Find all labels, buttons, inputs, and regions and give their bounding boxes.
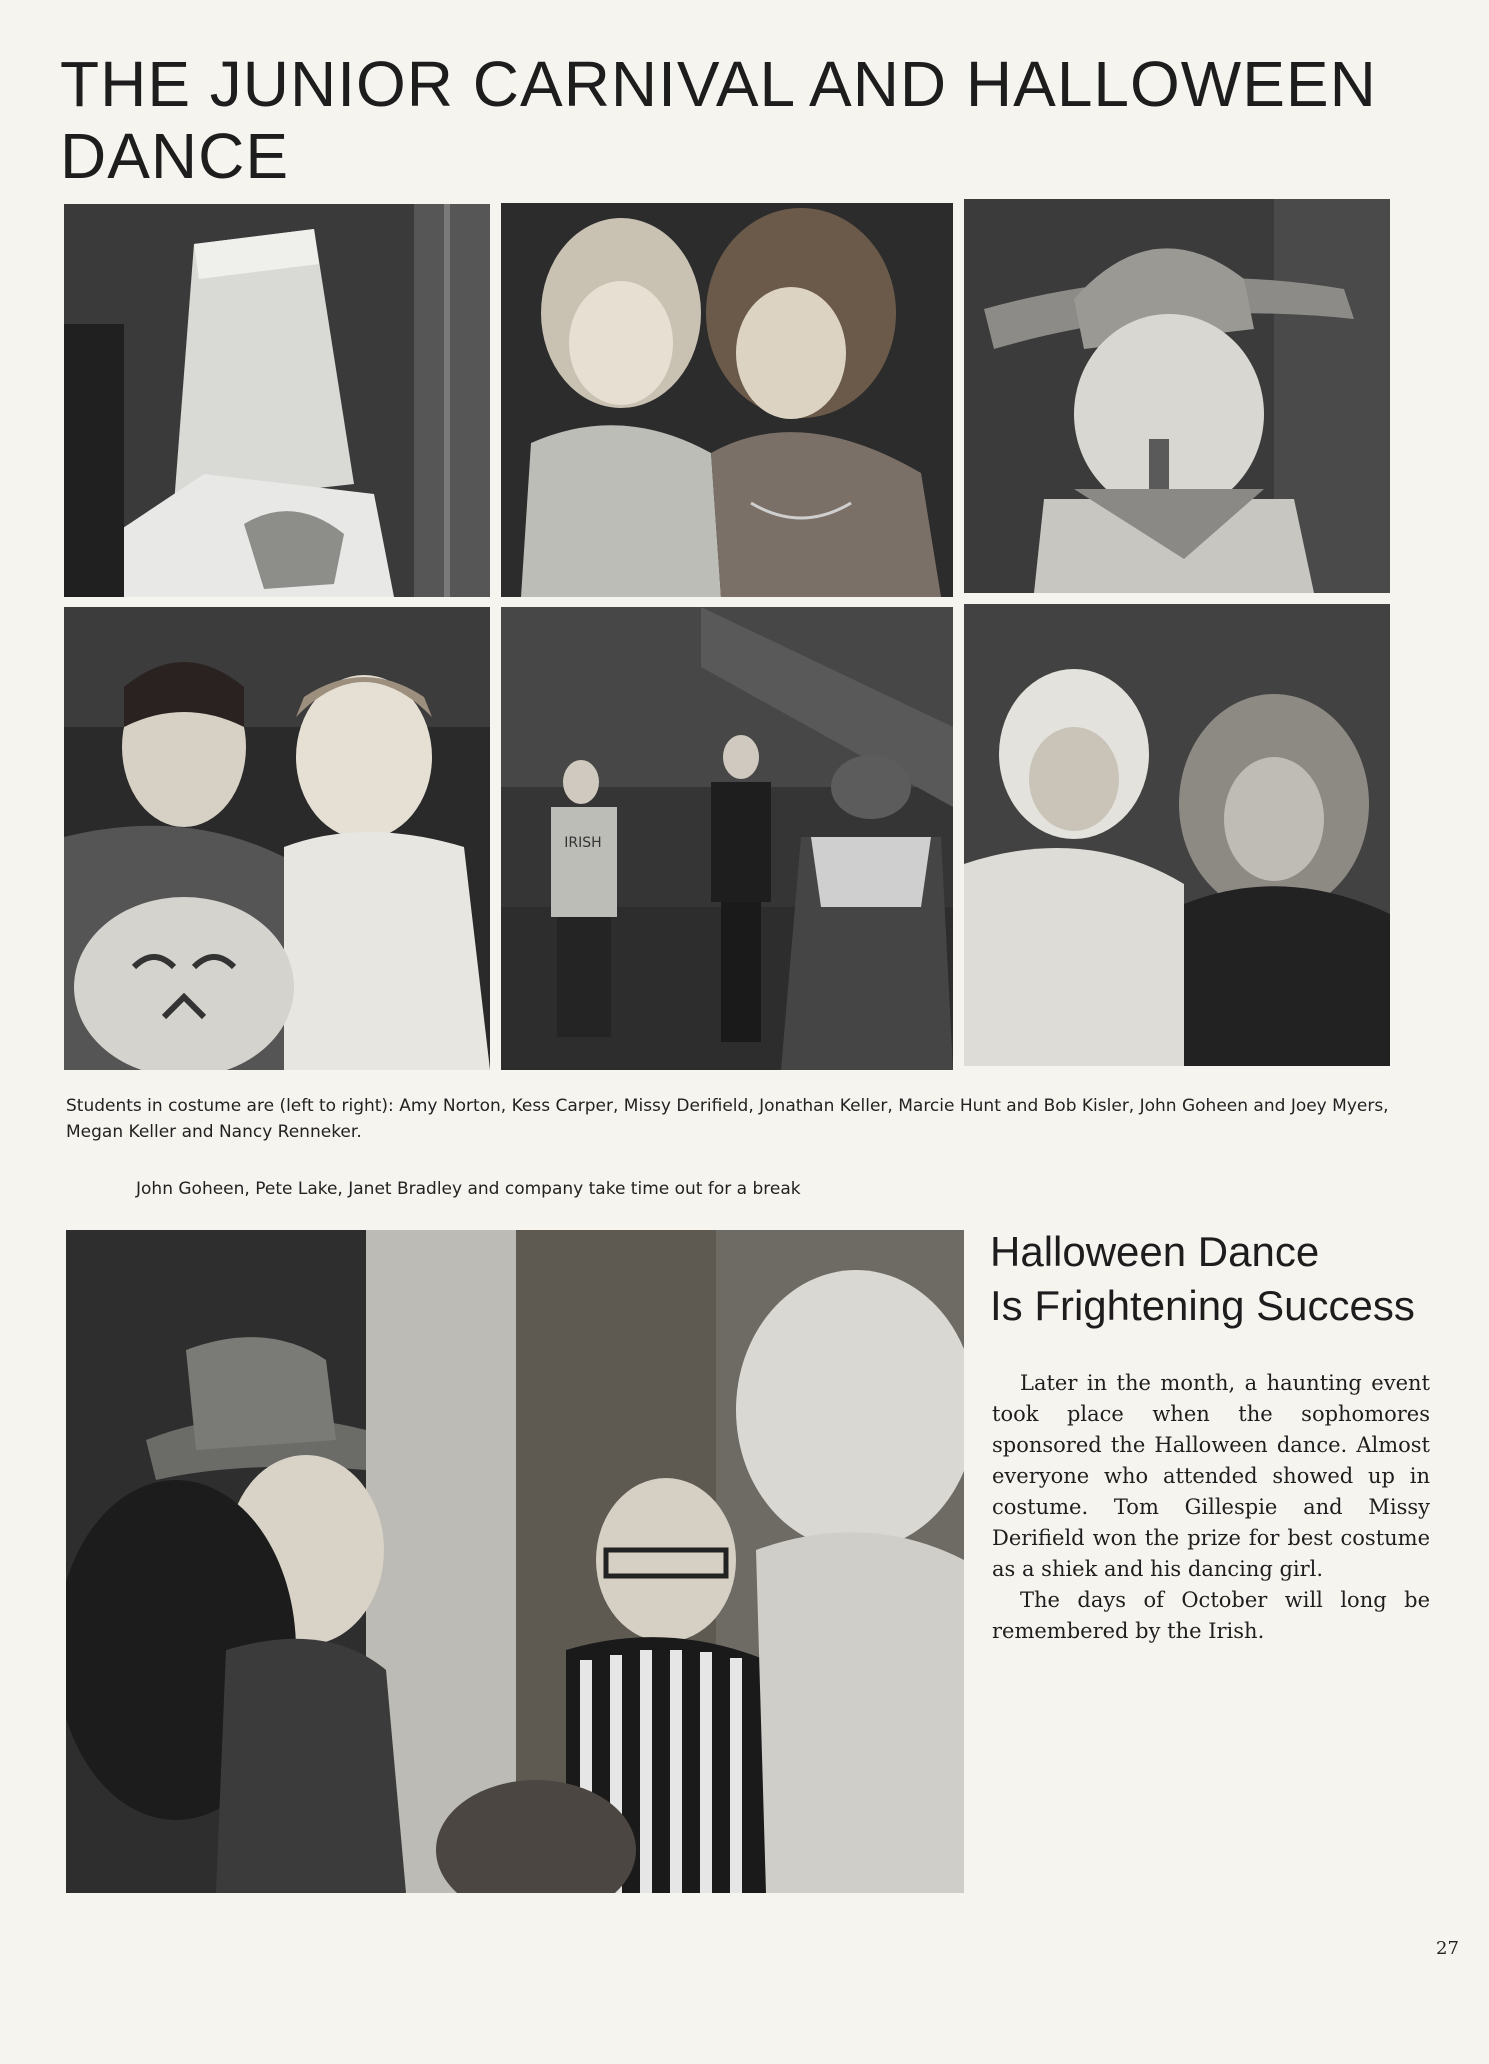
page-number: 27 bbox=[1436, 1938, 1459, 1959]
headline-line-2: Is Frightening Success bbox=[990, 1282, 1415, 1329]
photo-gym-dancers bbox=[501, 607, 953, 1070]
article-paragraph-2: The days of October will long be remembered by the Irish. bbox=[992, 1588, 1430, 1643]
article-headline bbox=[990, 1225, 1450, 1333]
jersey-text: IRISH bbox=[564, 835, 602, 851]
caption-costume-students: Students in costume are (left to right): Amy Norton, Kess Carper, Missy Derifield, Jonathan Keller, Marcie Hunt and Bob Kisler, John Goheen and Joey Myers, Megan Keller and Nancy Renneker. bbox=[66, 1096, 1389, 1142]
caption-break-photo: John Goheen, Pete Lake, Janet Bradley and company take time out for a break bbox=[136, 1179, 801, 1199]
headline-line-1: Halloween Dance bbox=[990, 1228, 1320, 1275]
page-title: THE JUNIOR CARNIVAL AND HALLOWEEN DANCE bbox=[60, 48, 1377, 192]
photo-pumpkin-couple bbox=[64, 607, 490, 1070]
article-paragraph-1: Later in the month, a haunting event took place when the sophomores sponsored the Halloween dance. Almost everyone who attended showed up in costume. Tom Gillespie and Missy Derifield won the prize for best costume as a shiek and his dancing girl. bbox=[992, 1371, 1430, 1581]
photo-cowboy-mask bbox=[964, 199, 1390, 593]
photo-monster-pair bbox=[964, 604, 1390, 1066]
photo-costume-box bbox=[64, 204, 490, 597]
article-body bbox=[992, 1368, 1430, 1647]
photo-break bbox=[66, 1230, 964, 1893]
photo-two-girls bbox=[501, 203, 953, 597]
